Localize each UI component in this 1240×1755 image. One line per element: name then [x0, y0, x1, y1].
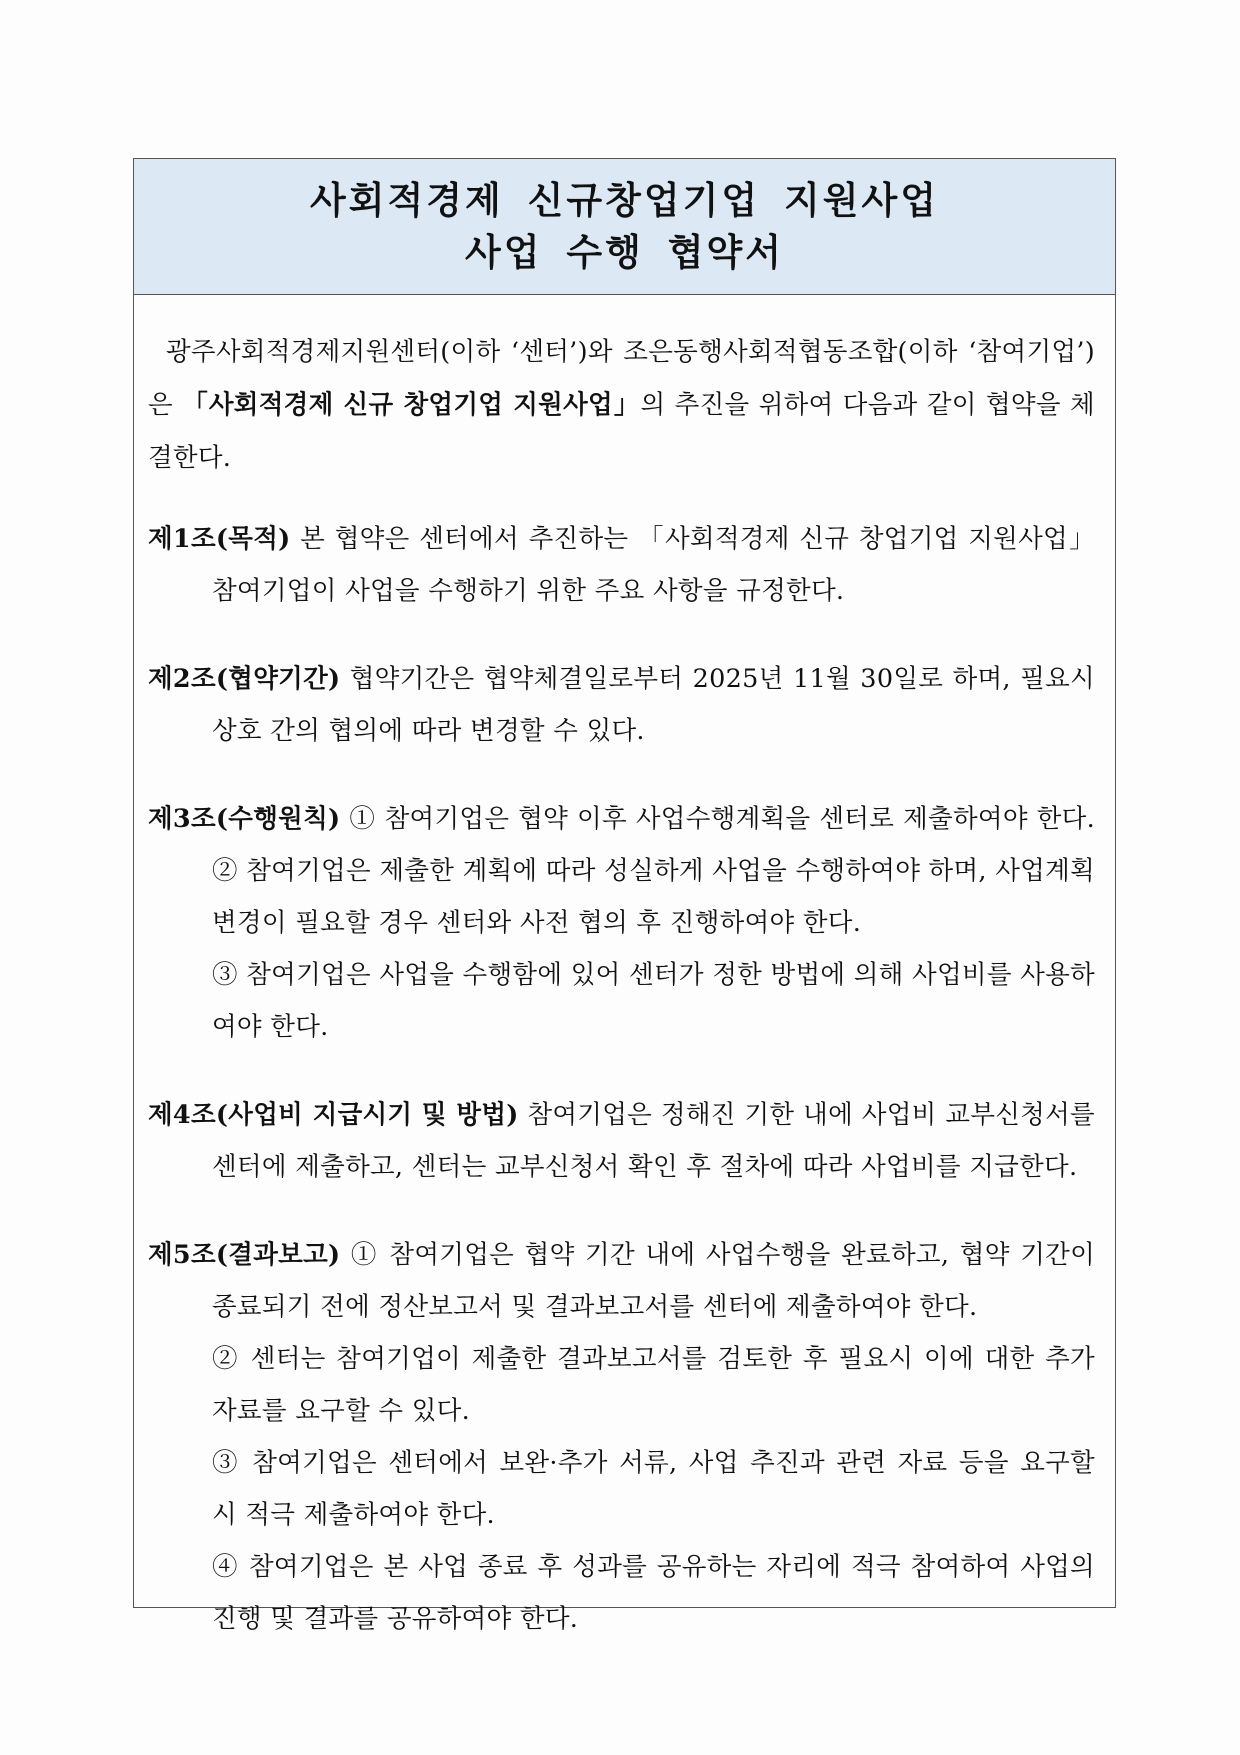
- intro-paragraph: [148, 326, 1103, 485]
- article-5-line-1: 종료되기 전에 정산보고서 및 결과보고서를 센터에 제출하여야 한다.: [212, 1292, 978, 1322]
- article-1-label: 제1조(목적): [148, 524, 291, 554]
- article-1-head: [148, 513, 1103, 565]
- article-5-item-4: ④ 참여기업은 본 사업 종료 후 성과를 공유하는 자리에 적극 참여하여 사업의 진행 및 결과를 공유하여야 한다.: [212, 1552, 1095, 1634]
- agreement-frame: [133, 158, 1116, 1634]
- article-2-line-1: 상호 간의 협의에 따라 변경할 수 있다.: [212, 716, 645, 746]
- article-3-item-2: ② 참여기업은 제출한 계획에 따라 성실하게 사업을 수행하여야 하며, 사업계획 변경이 필요할 경우 센터와 사전 협의 후 진행하여야 한다.: [212, 856, 1095, 938]
- article-5-head: [148, 1229, 1103, 1281]
- article-5-item-3: ③ 참여기업은 센터에서 보완·추가 서류, 사업 추진과 관련 자료 등을 요구할 시 적극 제출하여야 한다.: [212, 1448, 1095, 1530]
- intro-program-name: 「사회적경제 신규 창업기업 지원사업」: [182, 390, 641, 420]
- article-3-item-3: ③ 참여기업은 사업을 수행함에 있어 센터가 정한 방법에 의해 사업비를 사용하여야 한다.: [212, 960, 1095, 1042]
- document-title-line1: 사회적경제 신규창업기업 지원사업: [310, 178, 939, 222]
- article-5-head-text: ① 참여기업은 협약 기간 내에 사업수행을 완료하고, 협약 기간이: [340, 1240, 1095, 1270]
- article-4-head: [148, 1089, 1103, 1141]
- document-title-line2: 사업 수행 협약서: [465, 230, 784, 274]
- title-band: [134, 159, 1115, 295]
- article-1-line-1: 참여기업이 사업을 수행하기 위한 주요 사항을 규정한다.: [212, 576, 845, 606]
- article-1-head-text: 본 협약은 센터에서 추진하는 「사회적경제 신규 창업기업 지원사업」: [290, 524, 1095, 554]
- intro-text-1: 광주사회적경제지원센터(이하 ‘센터’)와 조은동행사회적협동조합(이하 ‘참여기업’)은: [148, 337, 1095, 420]
- article-4-label: 제4조(사업비 지급시기 및 방법): [148, 1100, 519, 1130]
- intro-text-2: 의 추진을 위하여 다음과 같이 협약을 체결한다.: [148, 390, 1095, 473]
- article-5-label: 제5조(결과보고): [148, 1240, 341, 1270]
- article-2-label: 제2조(협약기간): [148, 664, 341, 694]
- article-2-head: [148, 653, 1103, 705]
- article-4-line-1: 센터에 제출하고, 센터는 교부신청서 확인 후 절차에 따라 사업비를 지급한다.: [212, 1152, 1078, 1182]
- article-3-head: [148, 793, 1103, 845]
- article-3-label: 제3조(수행원칙): [148, 804, 341, 834]
- article-4-head-text: 참여기업은 정해진 기한 내에 사업비 교부신청서를: [518, 1100, 1095, 1130]
- article-4: [148, 1089, 1103, 1193]
- agreement-body: [134, 326, 1115, 1645]
- article-2-head-text: 협약기간은 협약체결일로부터 2025년 11월 30일로 하며, 필요시: [340, 664, 1095, 694]
- article-3: [148, 793, 1103, 1053]
- article-1: [148, 513, 1103, 617]
- article-5: [148, 1229, 1103, 1645]
- article-2: [148, 653, 1103, 757]
- article-3-head-text: ① 참여기업은 협약 이후 사업수행계획을 센터로 제출하여야 한다.: [340, 804, 1095, 834]
- article-5-item-2: ② 센터는 참여기업이 제출한 결과보고서를 검토한 후 필요시 이에 대한 추가 자료를 요구할 수 있다.: [212, 1344, 1095, 1426]
